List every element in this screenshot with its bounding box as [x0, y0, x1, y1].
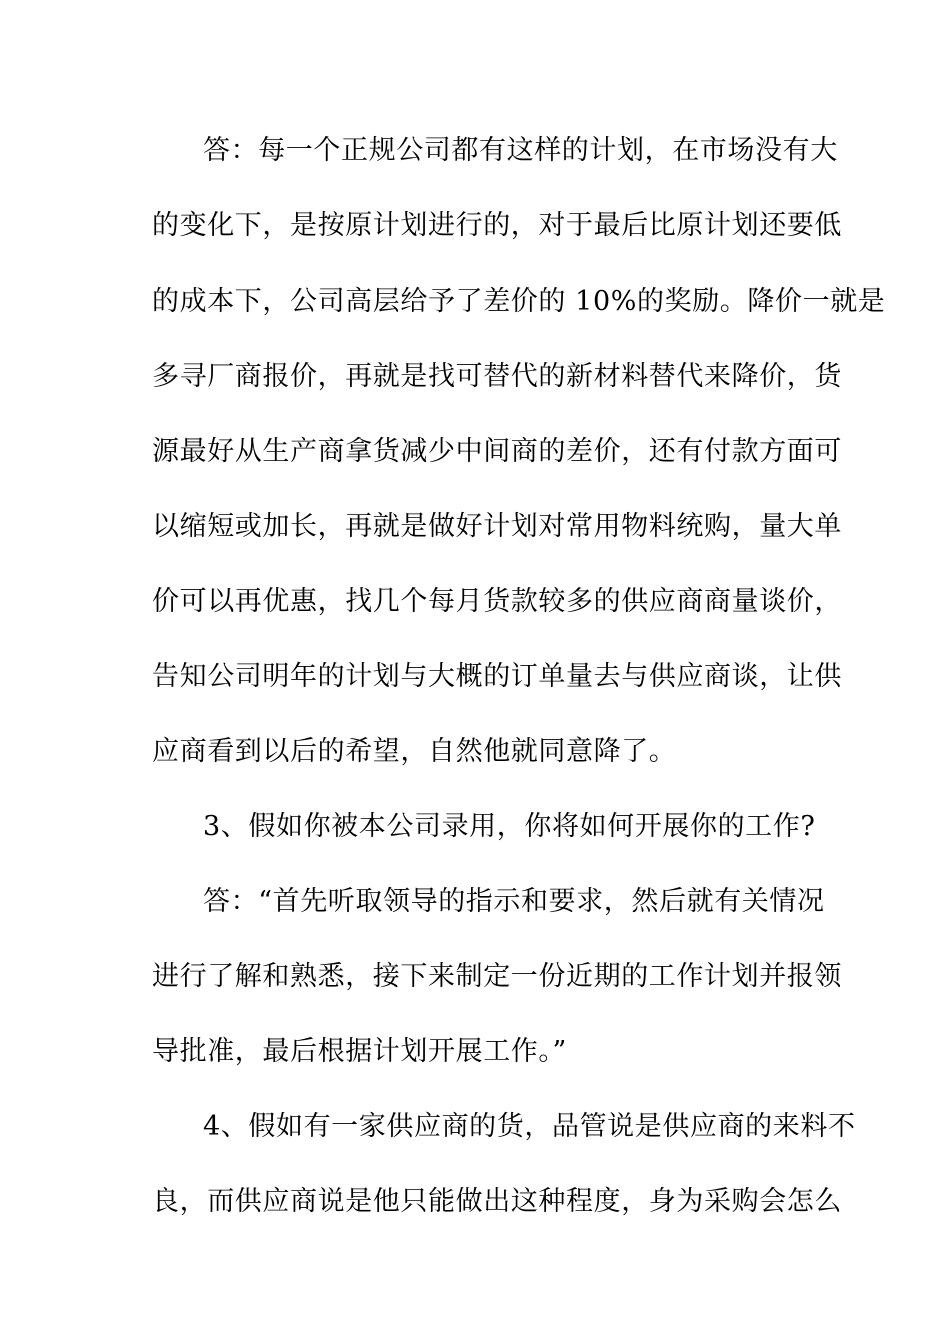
paragraph-line: 以缩短或加长，再就是做好计划对常用物料统购，量大单 — [152, 511, 842, 542]
paragraph-line: 进行了解和熟悉，接下来制定一份近期的工作计划并报领 — [152, 961, 842, 992]
paragraph-line: 源最好从生产商拿货减少中间商的差价，还有付款方面可 — [152, 436, 842, 467]
paragraph-line: 价可以再优惠，找几个每月货款较多的供应商商量谈价， — [152, 586, 842, 617]
paragraph-line: 告知公司明年的计划与大概的订单量去与供应商谈，让供 — [152, 661, 842, 692]
paragraph-line: 答：每一个正规公司都有这样的计划，在市场没有大 — [203, 135, 838, 166]
paragraph-line: 良，而供应商说是他只能做出这种程度，身为采购会怎么 — [152, 1186, 842, 1217]
paragraph-line: 的变化下，是按原计划进行的，对于最后比原计划还要低 — [152, 210, 842, 241]
paragraph-line: 多寻厂商报价，再就是找可替代的新材料替代来降价，货 — [152, 361, 842, 392]
paragraph-line: 应商看到以后的希望，自然他就同意降了。 — [152, 736, 677, 767]
paragraph-line: 答：“首先听取领导的指示和要求，然后就有关情况 — [203, 886, 825, 917]
question-heading: 4、假如有一家供应商的货，品管说是供应商的来料不 — [203, 1111, 856, 1142]
paragraph-line: 导批准，最后根据计划开展工作。” — [152, 1036, 567, 1067]
question-heading: 3、假如你被本公司录用，你将如何开展你的工作? — [203, 811, 816, 842]
paragraph-line: 的成本下，公司高层给予了差价的 10%的奖励。降价一就是 — [152, 286, 886, 317]
